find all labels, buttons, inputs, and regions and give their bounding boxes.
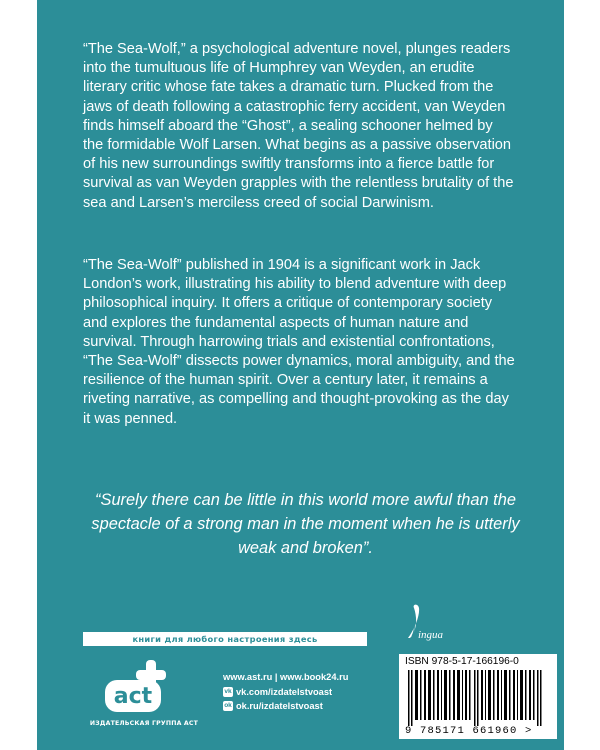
- barcode-panel: [399, 654, 557, 739]
- back-cover: [37, 0, 564, 750]
- barcode-number: 9 785171 661960 >: [405, 725, 533, 737]
- websites-link[interactable]: www.ast.ru | www.book24.ru: [223, 672, 349, 682]
- ast-logo-icon: [103, 654, 183, 718]
- publisher-caption: ИЗДАТЕЛЬСКАЯ ГРУППА АСТ: [89, 720, 199, 727]
- vk-icon: vk: [224, 687, 232, 695]
- svg-text:act: act: [113, 684, 153, 709]
- websites-row: [223, 670, 348, 685]
- publisher-logo: [103, 654, 183, 718]
- blurb-paragraph-1: “The Sea-Wolf,” a psychological adventure novel, plunges readers into the tumultuous life of Humphrey van Weyden, an erudite literary critic whose fate takes a dramatic turn. Plucked from the jaws of death following a catastrophic ferry accident, van Weyden finds himself aboard the “Ghost”, a sealing schooner helmed by the formidable Wolf Larsen. What begins as a passive observation of his new surroundings swiftly transforms into a fierce battle for survival as van Weyden grapples with the relentless brutality of the sea and Larsen’s merciless creed of social Darwinism.: [83, 41, 514, 211]
- ok-link[interactable]: ok.ru/izdatelstvoast: [236, 701, 323, 711]
- vk-row: [223, 685, 348, 700]
- barcode-icon: [408, 670, 550, 726]
- vk-link[interactable]: vk.com/izdatelstvoast: [236, 686, 333, 697]
- svg-text:ingua: ingua: [418, 629, 444, 641]
- lingua-logo: [402, 602, 462, 642]
- series-slogan-strip: книги для любого настроения здесь: [83, 632, 367, 646]
- featured-quote: “Surely there can be little in this world more awful than the spectacle of a strong man in the moment when he is utterly weak and broken”.: [91, 491, 520, 557]
- publisher-links: [223, 670, 348, 714]
- lingua-logo-icon: [402, 602, 462, 642]
- blurb-paragraph-2: “The Sea-Wolf” published in 1904 is a significant work in Jack London’s work, illustrating his ability to blend adventure with deep philosophical inquiry. It offers a critique of contemporary society and explores the fundamental aspects of human nature and survival. Through harrowing trials and existential confrontations, “The Sea-Wolf” dissects power dynamics, moral ambiguity, and the resilience of the human spirit. Over a century later, it remains a riveting narrative, as compelling and thought-provoking as the day it was penned.: [83, 257, 515, 427]
- ok-row: [223, 699, 348, 714]
- ok-icon: ok: [224, 702, 232, 710]
- isbn-number: ISBN 978-5-17-166196-0: [405, 656, 519, 667]
